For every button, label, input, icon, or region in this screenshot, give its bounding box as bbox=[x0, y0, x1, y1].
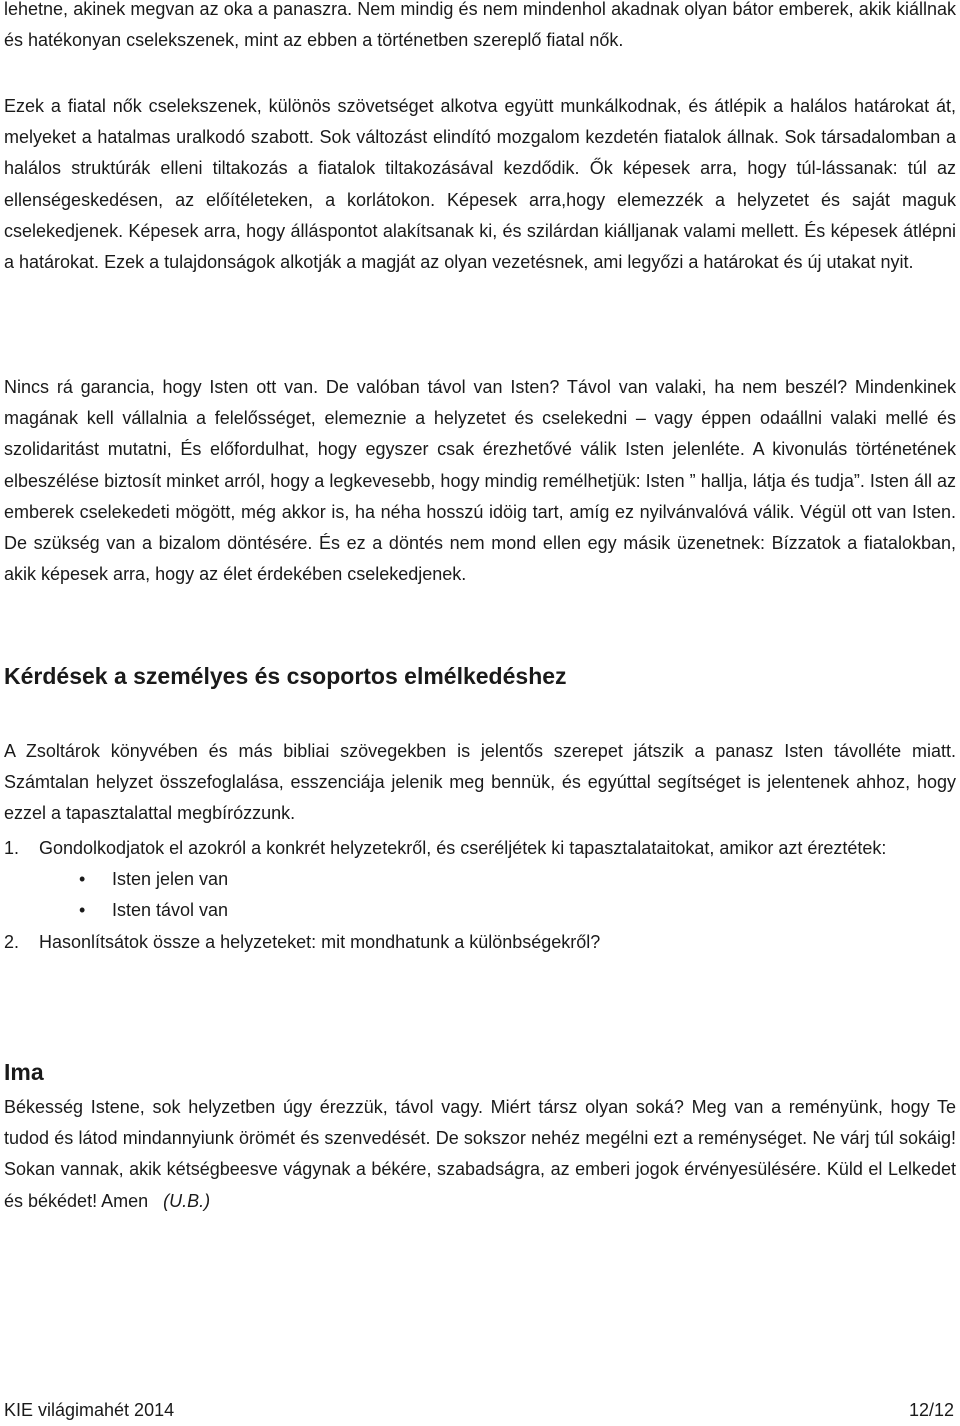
paragraph-intro-continuation: lehetne, akinek megvan az oka a panaszra. Nem mindig és nem mindenhol akadnak olyan bátor emberek, akik kiállnak és hatékonyan cselekszenek, mint az ebben a történetben szereplő fiatal nők. bbox=[4, 0, 956, 51]
bullet-icon: • bbox=[79, 900, 86, 921]
question-item-2 bbox=[4, 927, 956, 958]
questions-list bbox=[4, 833, 956, 958]
bullet-text: Isten jelen van bbox=[112, 869, 229, 890]
paragraph-god-presence: Nincs rá garancia, hogy Isten ott van. De valóban távol van Isten? Távol van valaki, ha nem beszél? Mindenkinek magának kell vállalnia a felelősséget, elemeznie a helyzetet és cselekedni – vagy éppen odaállni valaki mellé és szolidaritást mutatni, És előfordulhat, hogy egyszer csak érezhetővé válik Isten jelenléte. A kivonulás történetének elbeszélése biztosít minket arról, hogy a legkevesebb, hogy mindig remélhetjük: Isten ” hallja, látja és tudja”. Isten áll az emberek cselekedeti mögött, még akkor is, ha néha hosszú idöig tart, amíg ez nyilvánvalóvá válik. Végül ott van Isten. De szükség van a bizalom döntésére. És ez a döntés nem mond ellen egy másik üzenetnek: Bízzatok a fiatalokban, akik képesek arra, hogy az élet érdekében cselekedjenek. bbox=[4, 377, 956, 585]
prayer-text: Békesség Istene, sok helyzetben úgy érezzük, távol vagy. Miért társz olyan soká? Meg van a reményünk, hogy Te tudod és látod mindannyiunk örömét és szenvedését. De sokszor nehéz megélni ezt a reménységet. Ne várj túl sokáig! Sokan vannak, akik kétségbeesve vágynak a békére, szabadságra, az emberi jogok érvényesülésére. Küld el Lelkedet és békédet! Amen bbox=[4, 1097, 956, 1211]
question-number: 2. bbox=[4, 931, 20, 952]
heading-prayer: Ima bbox=[4, 1059, 44, 1085]
page-number: 12/12 bbox=[908, 1400, 954, 1420]
prayer-signature: (U.B.) bbox=[163, 1190, 211, 1211]
list-item bbox=[4, 895, 956, 926]
paragraph-young-women: Ezek a fiatal nők cselekszenek, különös szövetséget alkotva együtt munkálkodnak, és átlépik a halálos határokat át, melyeket a hatalmas uralkodó szabott. Sok változást elindító mozgalom kezdetén fiatalok állnak. Sok társadalomban a halálos struktúrák elleni tiltakozás a fiatalok tiltakozásával kezdődik. Ők képesek arra, hogy túl-lássanak: túl az ellenségeskedésen, az előítéleteken, a korlátokon. Képesek arra,hogy elemezzék a helyzetet és saját maguk cselekedjenek. Képesek arra, hogy álláspontot alakítsanak ki, és szilárdan kiálljanak valami mellett. És képesek átlépni a határokat. Ezek a tulajdonságok alkotják a magját az olyan vezetésnek, ami legyőzi a határokat és új utakat nyit. bbox=[4, 96, 956, 273]
bullet-text: Isten távol van bbox=[112, 900, 229, 921]
bullet-icon: • bbox=[79, 869, 86, 890]
question-text: Hasonlítsátok össze a helyzeteket: mit mondhatunk a különbségekről? bbox=[39, 931, 601, 952]
paragraph-prayer bbox=[4, 1092, 956, 1217]
question-number: 1. bbox=[4, 838, 20, 858]
question-text: Gondolkodjatok el azokról a konkrét helyzetekről, és cseréljétek ki tapasztalataitokat, amikor azt éreztétek: bbox=[39, 838, 887, 858]
bullet-list bbox=[4, 864, 956, 926]
list-item bbox=[4, 864, 956, 895]
question-item-1 bbox=[4, 833, 956, 864]
paragraph-psalms: A Zsoltárok könyvében és más bibliai szövegekben is jelentős szerepet játszik a panasz Isten távolléte miatt. Számtalan helyzet összefoglalása, esszenciája jelenik meg bennük, és egyúttal segítséget is jelentenek ahhoz, hogy ezzel a tapasztalattal megbírózzunk. bbox=[4, 741, 956, 824]
footer-title: KIE világimahét 2014 bbox=[4, 1400, 175, 1420]
heading-questions: Kérdések a személyes és csoportos elmélkedéshez bbox=[4, 663, 567, 689]
